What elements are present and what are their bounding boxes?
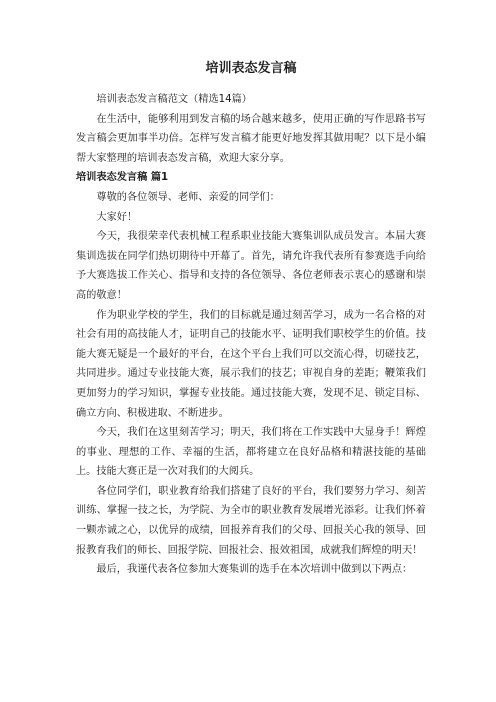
body-paragraph: 各位同学们，职业教育给我们搭建了良好的平台，我们要努力学习、刻苦训练、掌握一技之长，为学院、为全市的职业教育发展增光添彩。让我们怀着一颗赤诚之心，以优异的成绩，回报养育我们的父母、回报关心我的领导、回报教育我们的师长、回报学院、回报社会、报效祖国，成就我们辉煌的明天！	[76, 485, 426, 556]
body-paragraph: 今天，我们在这里刻苦学习；明天，我们将在工作实践中大显身手！辉煌的事业、理想的工作、幸福的生活，都将建立在良好品格和精湛技能的基础上。技能大赛正是一次对我们的大阅兵。	[76, 427, 426, 478]
section-heading: 培训表态发言稿 篇1	[76, 172, 169, 184]
body-paragraph: 今天，我很荣幸代表机械工程系职业技能大赛集训队成员发言。本届大赛集训选拔在同学们热切期待中开幕了。首先，请允许我代表所有参赛选手向给予大赛选拔工作关心、指导和支持的各位领导、各位老师表示衷心的感谢和崇高的敬意！	[76, 231, 426, 301]
lead-paragraph: 在生活中，能够利用到发言稿的场合越来越多，使用正确的写作思路书写发言稿会更加事半功倍。怎样写发言稿才能更好地发挥其做用呢？以下是小编帮大家整理的培训表态发言稿，欢迎大家分享。	[76, 113, 426, 164]
document-title: 培训表态发言稿	[205, 61, 297, 76]
greeting: 大家好！	[96, 211, 138, 223]
body-paragraph: 作为职业学校的学生，我们的目标就是通过刻苦学习，成为一名合格的对社会有用的高技能人才，证明自己的技能水平、证明我们职校学生的价值。技能大赛无疑是一个最好的平台，在这个平台上我们可以交流心得，切磋技艺，共同进步。通过专业技能大赛，展示我们的技艺；审视自身的差距；鞭策我们更加努力的学习知识，掌握专业技能。通过技能大赛，发现不足、锁定目标、确立方向、积极进取、不断进步。	[76, 309, 426, 419]
closing-paragraph: 最后，我谨代表各位参加大赛集训的选手在本次培训中做到以下两点：	[96, 564, 413, 576]
intro-line: 培训表态发言稿范文（精选14篇）	[96, 94, 252, 105]
document-page	[76, 60, 426, 580]
salutation: 尊敬的各位领导、老师、亲爱的同学们：	[96, 191, 280, 203]
